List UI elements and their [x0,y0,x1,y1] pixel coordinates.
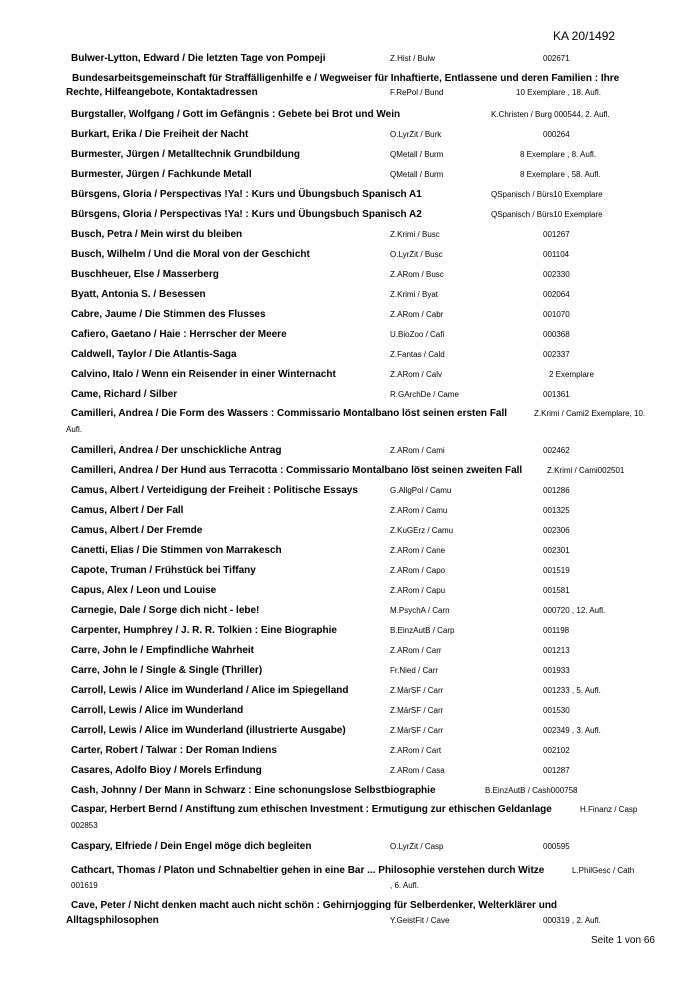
entry-title: Buschheuer, Else / Masserberg [71,269,219,280]
entry-title: Cathcart, Thomas / Platon und Schnabeltier gehen in eine Bar ... Philosophie verstehen durch Witze [71,865,545,876]
entry-title: Carter, Robert / Talwar : Der Roman Indiens [71,745,277,756]
entry-signature: O.LyrZit / Burk [390,130,442,139]
entry-title: Capote, Truman / Frühstück bei Tiffany [71,565,256,576]
entry-number: 001104 [543,250,570,259]
entry-signature: Z.ARom / Capo [390,566,446,575]
entry-number: 002306 [543,526,570,535]
entry-number: 000595 [543,842,570,851]
entry-title: Burkart, Erika / Die Freiheit der Nacht [71,129,249,140]
entry-signature: B.EinzAutB / Cash000758 [485,786,578,795]
entry-title: Burmester, Jürgen / Metalltechnik Grundbildung [71,149,300,160]
entry-signature: Z.MärSF / Carr [390,706,444,715]
entry-title: Casares, Adolfo Bioy / Morels Erfindung [71,765,262,776]
entry-signature: Z.KuGErz / Camu [390,526,454,535]
document-id: KA 20/1492 [553,29,616,43]
entry-signature: Z.Hist / Bulw [390,54,435,63]
entry-number: 2 Exemplare [549,370,594,379]
entry-signature: B.EinzAutB / Carp [390,626,455,635]
entry-signature: Z.Krimi / Byat [390,290,439,299]
entry-signature: Z.ARom / Calv [390,370,443,379]
entry-title: Burmester, Jürgen / Fachkunde Metall [71,169,252,180]
entry-number: 000720 , 12. Aufl. [543,606,606,615]
entry-signature: QSpanisch / Bürs10 Exemplare [491,210,603,219]
entry-title: Camus, Albert / Der Fremde [71,525,203,536]
entry-signature: Z.ARom / Cami [390,446,445,455]
entry-signature: QMetall / Burm [390,150,444,159]
entry-number: 001361 [543,390,570,399]
entry-title-cont: 002853 [71,821,98,830]
entry-title: Carnegie, Dale / Sorge dich nicht - lebe! [71,605,260,616]
entry-signature: Z.ARom / Capu [390,586,446,595]
list-item [66,71,680,86]
entry-number: 001581 [543,586,570,595]
entry-number: 001198 [543,626,570,635]
entry-number: 000368 [543,330,570,339]
entry-signature: L.PhilGesc / Cath [572,866,635,875]
entry-signature: Z.ARom / Casa [390,766,445,775]
entry-signature: O.LyrZit / Casp [390,842,444,851]
page-number: Seite 1 von 66 [591,935,655,946]
entry-title: Carroll, Lewis / Alice im Wunderland [71,705,244,716]
entry-number: 002102 [543,746,570,755]
entry-signature: Z.Fantas / Cald [390,350,445,359]
entry-number: 001933 [543,666,570,675]
entry-signature: O.LyrZit / Busc [390,250,443,259]
entry-title: Bundesarbeitsgemeinschaft für Straffälligenhilfe e / Wegweiser für Inhaftierte, Entlassene und deren Familien : Ihre [72,73,620,84]
entry-title: Caspar, Herbert Bernd / Anstiftung zum ethischen Investment : Ermutigung zur ethischen Geldanlage [71,804,552,815]
entry-signature: F.RePol / Bund [390,88,444,97]
entry-signature: H.Finanz / Casp [580,805,638,814]
entry-signature: Y.GeistFit / Cave [390,916,450,925]
entry-signature: M.PsychA / Carn [390,606,450,615]
entry-number: 8 Exemplare , 8. Aufl. [520,150,597,159]
entry-number: 10 Exemplare , 18. Aufl. [516,88,601,97]
entry-number: 001530 [543,706,570,715]
entry-signature: U.BioZoo / Cafi [390,330,445,339]
entry-signature: Z.ARom / Cart [390,746,442,755]
entry-title-cont: 001619 [71,881,98,890]
entry-signature: Z.ARom / Camu [390,506,448,515]
entry-title-cont: Aufl. [66,425,83,434]
entry-title: Carroll, Lewis / Alice im Wunderland / Alice im Spiegelland [71,685,349,696]
entry-signature: Z.ARom / Cabr [390,310,444,319]
entry-number: , 6. Aufl. [390,881,419,890]
entry-title: Cash, Johnny / Der Mann in Schwarz : Eine schonungslose Selbstbiographie [71,785,436,796]
entry-signature: Z.Krimi / Cami002501 [547,466,625,475]
entry-number: 001070 [543,310,570,319]
entry-title: Camilleri, Andrea / Der Hund aus Terracotta : Commissario Montalbano löst seinen zweiten Fall [71,465,523,476]
entry-signature: K.Christen / Burg 000544, 2. Aufl. [491,110,610,119]
entry-signature: QSpanisch / Bürs10 Exemplare [491,190,603,199]
entry-signature: Z.Krimi / Cami2 Exemplare, 10. [534,409,646,418]
entry-number: 002337 [543,350,570,359]
entry-signature: Z.MärSF / Carr [390,726,444,735]
entry-title: Caspary, Elfriede / Dein Engel möge dich begleiten [71,841,312,852]
entry-number: 002301 [543,546,570,555]
entry-number: 001267 [543,230,570,239]
entry-title: Bürsgens, Gloria / Perspectivas !Ya! : Kurs und Übungsbuch Spanisch A2 [71,209,422,220]
entry-number: 001286 [543,486,570,495]
entry-number: 002064 [543,290,570,299]
entry-title: Camus, Albert / Verteidigung der Freiheit : Politische Essays [71,485,358,496]
entry-title: Burgstaller, Wolfgang / Gott im Gefängnis : Gebete bei Brot und Wein [71,109,401,120]
entry-title: Carre, John le / Single & Single (Thriller) [71,665,263,676]
entry-title: Calvino, Italo / Wenn ein Reisender in einer Winternacht [71,369,336,380]
entry-signature: R.GArchDe / Came [390,390,459,399]
entry-title-cont: Rechte, Hilfeangebote, Kontaktadressen [66,87,258,98]
entry-number: 000264 [543,130,570,139]
entry-title: Busch, Petra / Mein wirst du bleiben [71,229,243,240]
entry-number: 001519 [543,566,570,575]
entry-number: 001233 , 5. Aufl. [543,686,601,695]
entry-title: Came, Richard / Silber [71,389,178,400]
entry-number: 002671 [543,54,570,63]
entry-number: 001213 [543,646,570,655]
entry-signature: Z.ARom / Cane [390,546,446,555]
entry-title: Bürsgens, Gloria / Perspectivas !Ya! : Kurs und Übungsbuch Spanisch A1 [71,189,422,200]
entry-title: Camus, Albert / Der Fall [71,505,184,516]
entry-title: Carre, John le / Empfindliche Wahrheit [71,645,254,656]
entry-signature: Z.Krimi / Busc [390,230,440,239]
entry-title: Carpenter, Humphrey / J. R. R. Tolkien : Eine Biographie [71,625,337,636]
entry-title: Busch, Wilhelm / Und die Moral von der Geschicht [71,249,310,260]
entry-title: Camilleri, Andrea / Der unschickliche Antrag [71,445,282,456]
entry-signature: QMetall / Burm [390,170,444,179]
entry-number: 001287 [543,766,570,775]
entry-signature: G.AllgPol / Camu [390,486,452,495]
entry-title: Byatt, Antonia S. / Besessen [71,289,206,300]
entry-signature: Z.ARom / Busc [390,270,444,279]
entry-title: Carroll, Lewis / Alice im Wunderland (illustrierte Ausgabe) [71,725,346,736]
entry-number: 8 Exemplare , 58. Aufl. [520,170,601,179]
entry-number: 000319 , 2. Aufl. [543,916,601,925]
entry-title: Bulwer-Lytton, Edward / Die letzten Tage von Pompeji [71,53,326,64]
entry-title: Cafiero, Gaetano / Haie : Herrscher der Meere [71,329,287,340]
entry-title-cont: Alltagsphilosophen [66,915,159,926]
entry-number: 002330 [543,270,570,279]
entry-signature: Z.ARom / Carr [390,646,442,655]
entry-number: 001325 [543,506,570,515]
entry-title: Cave, Peter / Nicht denken macht auch nicht schön : Gehirnjogging für Selberdenker, Welterklärer und [71,900,558,911]
entry-number: 002349 , 3. Aufl. [543,726,601,735]
entry-title: Canetti, Elias / Die Stimmen von Marrakesch [71,545,282,556]
entry-number: 002462 [543,446,570,455]
entry-title: Camilleri, Andrea / Die Form des Wassers : Commissario Montalbano löst seinen ersten Fall [71,408,508,419]
entry-signature: Fr.Nied / Carr [390,666,439,675]
entry-title: Capus, Alex / Leon und Louise [71,585,217,596]
entry-title: Caldwell, Taylor / Die Atlantis-Saga [71,349,237,360]
entry-signature: Z.MärSF / Carr [390,686,444,695]
entry-title: Cabre, Jaume / Die Stimmen des Flusses [71,309,266,320]
